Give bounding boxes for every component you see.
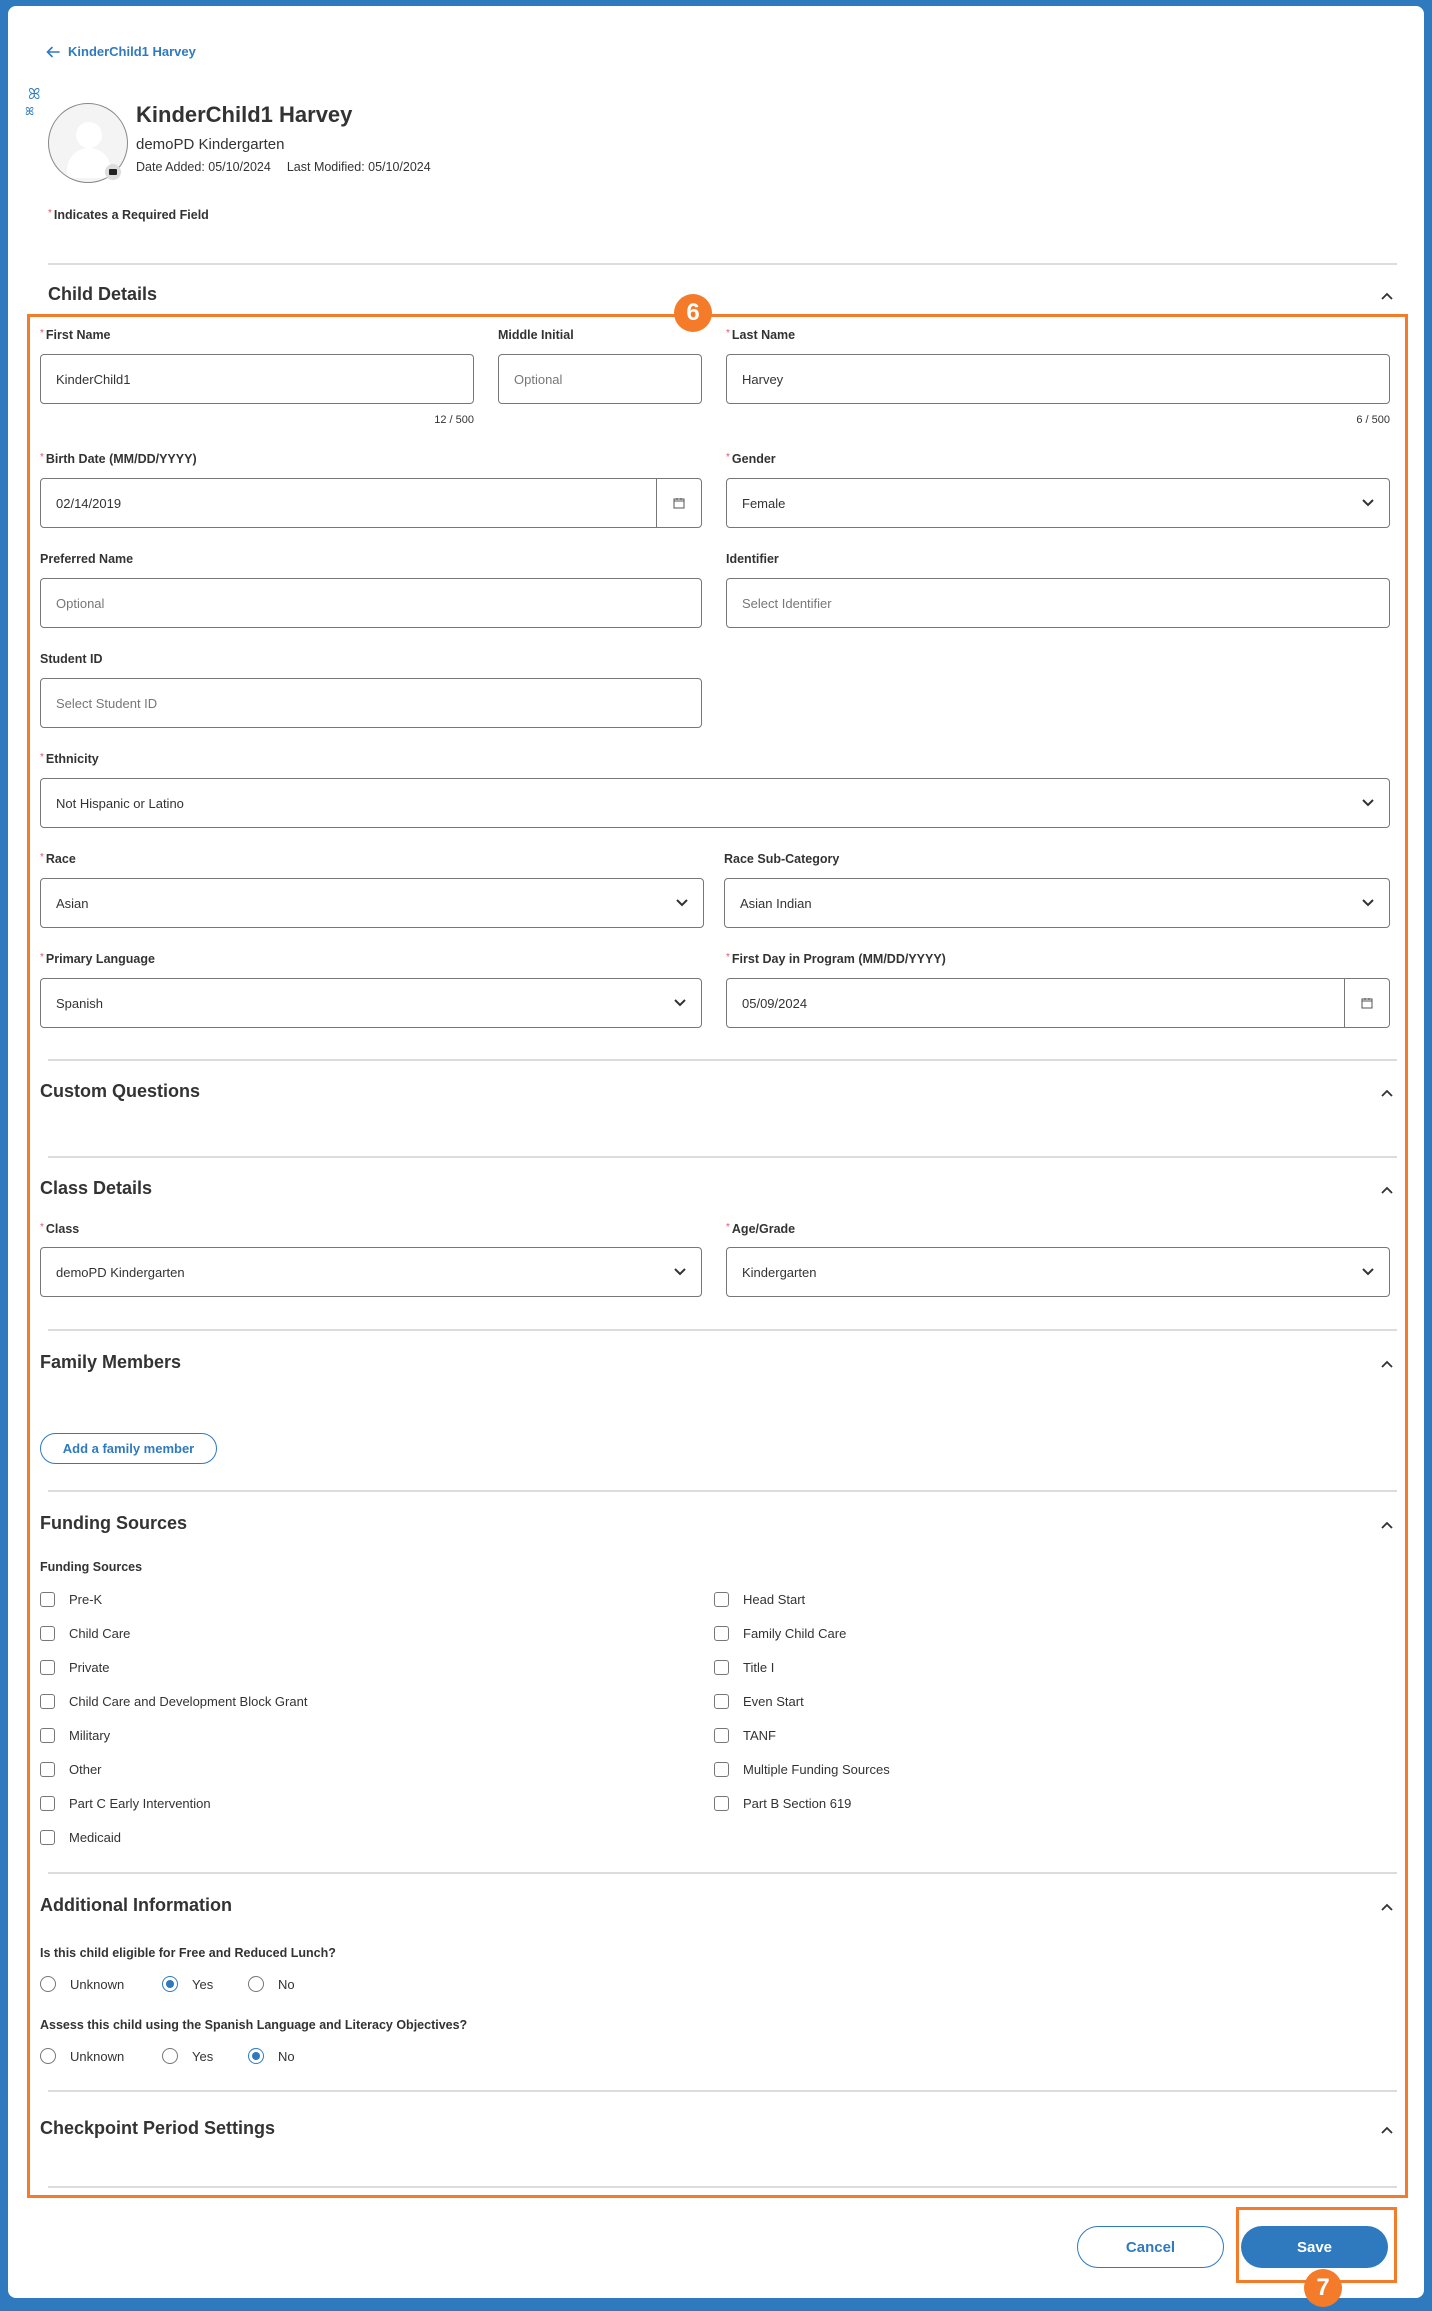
checkbox[interactable] — [714, 1762, 729, 1777]
checkbox[interactable] — [40, 1660, 55, 1675]
checkbox-private[interactable]: Private — [40, 1660, 109, 1675]
checkbox[interactable] — [40, 1626, 55, 1641]
child-class: demoPD Kindergarten — [136, 136, 285, 153]
annotation-badge-7: 7 — [1304, 2269, 1342, 2307]
checkbox[interactable] — [40, 1728, 55, 1743]
checkbox[interactable] — [714, 1728, 729, 1743]
spanish-radio-group — [40, 2048, 295, 2064]
last-name-counter: 6 / 500 — [1356, 414, 1390, 426]
radio-option-yes[interactable]: Yes — [162, 1976, 248, 1992]
radio-option-unknown[interactable]: Unknown — [40, 2048, 162, 2064]
back-link-label: KinderChild1 Harvey — [68, 44, 196, 59]
lunch-question-label: Is this child eligible for Free and Reduced Lunch? — [40, 1946, 336, 1960]
calendar-button[interactable] — [656, 479, 701, 527]
child-dates — [136, 160, 431, 174]
section-title-child-details: Child Details — [48, 284, 158, 304]
chevron-down-icon — [1361, 898, 1375, 908]
checkbox-part-c[interactable]: Part C Early Intervention — [40, 1796, 211, 1811]
birth-date-label: * Birth Date (MM/DD/YYYY) — [40, 452, 197, 466]
divider — [48, 263, 1397, 265]
lunch-radio-group — [40, 1976, 295, 1992]
butterfly-icon: ꕤ — [28, 86, 41, 103]
radio[interactable] — [40, 1976, 56, 1992]
radio-selected[interactable] — [248, 2048, 264, 2064]
checkbox-title-i[interactable]: Title I — [714, 1660, 774, 1675]
race-label: * Race — [40, 852, 76, 866]
checkbox[interactable] — [714, 1592, 729, 1607]
checkbox-family-child-care[interactable]: Family Child Care — [714, 1626, 846, 1641]
last-name-input[interactable]: Harvey — [726, 354, 1390, 404]
calendar-button[interactable] — [1344, 979, 1389, 1027]
radio-selected[interactable] — [162, 1976, 178, 1992]
age-grade-select[interactable]: Kindergarten — [726, 1247, 1390, 1297]
divider — [48, 2090, 1397, 2092]
chevron-down-icon — [673, 998, 687, 1008]
section-title-funding-sources: Funding Sources — [40, 1513, 188, 1533]
checkbox[interactable] — [40, 1830, 55, 1845]
middle-initial-input[interactable]: Optional — [498, 354, 702, 404]
checkbox-military[interactable]: Military — [40, 1728, 110, 1743]
chevron-up-icon[interactable] — [1380, 1359, 1394, 1369]
divider — [48, 1490, 1397, 1492]
save-button[interactable]: Save — [1241, 2226, 1388, 2268]
checkbox[interactable] — [40, 1694, 55, 1709]
primary-language-label: * Primary Language — [40, 952, 155, 966]
identifier-input[interactable]: Select Identifier — [726, 578, 1390, 628]
class-select[interactable]: demoPD Kindergarten — [40, 1247, 702, 1297]
middle-initial-label: Middle Initial — [498, 328, 574, 342]
checkbox-pre-k[interactable]: Pre-K — [40, 1592, 102, 1607]
divider — [48, 2186, 1397, 2188]
preferred-name-label: Preferred Name — [40, 552, 134, 566]
class-label: * Class — [40, 1222, 80, 1236]
divider — [48, 1329, 1397, 1331]
ethnicity-select[interactable]: Not Hispanic or Latino — [40, 778, 1390, 828]
section-title-class-details: Class Details — [40, 1178, 153, 1198]
checkbox-medicaid[interactable]: Medicaid — [40, 1830, 121, 1845]
checkbox-ccdbg[interactable]: Child Care and Development Block Grant — [40, 1694, 307, 1709]
divider — [48, 1872, 1397, 1874]
age-grade-label: * Age/Grade — [726, 1222, 796, 1236]
checkbox[interactable] — [40, 1796, 55, 1811]
checkbox-part-b[interactable]: Part B Section 619 — [714, 1796, 851, 1811]
checkbox-multiple-funding[interactable]: Multiple Funding Sources — [714, 1762, 890, 1777]
calendar-icon — [673, 497, 685, 509]
race-sub-select[interactable]: Asian Indian — [724, 878, 1390, 928]
birth-date-input[interactable]: 02/14/2019 — [40, 478, 702, 528]
chevron-up-icon[interactable] — [1380, 1902, 1394, 1912]
race-select[interactable]: Asian — [40, 878, 704, 928]
checkbox[interactable] — [714, 1694, 729, 1709]
primary-language-select[interactable]: Spanish — [40, 978, 702, 1028]
chevron-up-icon[interactable] — [1380, 2125, 1394, 2135]
identifier-label: Identifier — [726, 552, 779, 566]
radio[interactable] — [248, 1976, 264, 1992]
radio-option-no[interactable]: No — [248, 1976, 295, 1992]
chevron-up-icon[interactable] — [1380, 1520, 1394, 1530]
first-name-counter: 12 / 500 — [434, 414, 474, 426]
gender-select[interactable]: Female — [726, 478, 1390, 528]
chevron-up-icon[interactable] — [1380, 1088, 1394, 1098]
first-name-label: * First Name — [40, 328, 111, 342]
first-day-input[interactable]: 05/09/2024 — [726, 978, 1390, 1028]
checkbox[interactable] — [40, 1592, 55, 1607]
checkbox-child-care[interactable]: Child Care — [40, 1626, 130, 1641]
last-modified: Last Modified: 05/10/2024 — [286, 160, 431, 174]
camera-icon[interactable] — [105, 164, 121, 180]
calendar-icon — [1361, 997, 1373, 1009]
checkbox-even-start[interactable]: Even Start — [714, 1694, 804, 1709]
back-link[interactable] — [46, 44, 196, 59]
radio-option-no[interactable]: No — [248, 2048, 295, 2064]
radio[interactable] — [162, 2048, 178, 2064]
checkbox[interactable] — [714, 1660, 729, 1675]
divider — [48, 1059, 1397, 1061]
section-title-custom-questions: Custom Questions — [40, 1081, 201, 1101]
page-card — [8, 6, 1424, 2298]
add-family-member-button[interactable]: Add a family member — [40, 1433, 217, 1464]
checkbox[interactable] — [40, 1762, 55, 1777]
date-added: Date Added: 05/10/2024 — [136, 160, 271, 174]
chevron-down-icon — [1361, 1267, 1375, 1277]
checkbox-head-start[interactable]: Head Start — [714, 1592, 805, 1607]
chevron-down-icon — [673, 1267, 687, 1277]
radio-option-yes[interactable]: Yes — [162, 2048, 248, 2064]
required-field-note: * Indicates a Required Field — [48, 208, 209, 222]
preferred-name-input[interactable]: Optional — [40, 578, 702, 628]
chevron-up-icon[interactable] — [1380, 291, 1394, 301]
butterfly-icon: ꕤ — [25, 106, 35, 118]
student-id-label: Student ID — [40, 652, 103, 666]
chevron-down-icon — [1361, 798, 1375, 808]
funding-sources-group-label: Funding Sources — [40, 1560, 143, 1574]
first-day-label: * First Day in Program (MM/DD/YYYY) — [726, 952, 946, 966]
checkbox[interactable] — [714, 1796, 729, 1811]
arrow-left-icon — [46, 45, 60, 59]
gender-label: * Gender — [726, 452, 776, 466]
race-sub-label: Race Sub-Category — [724, 852, 840, 866]
checkbox-other[interactable]: Other — [40, 1762, 102, 1777]
first-name-input[interactable]: KinderChild1 — [40, 354, 474, 404]
cancel-button[interactable]: Cancel — [1077, 2226, 1224, 2268]
spanish-question-label: Assess this child using the Spanish Language and Literacy Objectives? — [40, 2018, 468, 2032]
last-name-label: * Last Name — [726, 328, 796, 342]
section-title-checkpoint: Checkpoint Period Settings — [40, 2118, 276, 2138]
ethnicity-label: * Ethnicity — [40, 752, 99, 766]
annotation-badge-6: 6 — [674, 294, 712, 332]
chevron-down-icon — [1361, 498, 1375, 508]
section-title-additional-info: Additional Information — [40, 1895, 232, 1915]
chevron-down-icon — [675, 898, 689, 908]
student-id-input[interactable]: Select Student ID — [40, 678, 702, 728]
child-name: KinderChild1 Harvey — [136, 102, 353, 127]
radio[interactable] — [40, 2048, 56, 2064]
radio-option-unknown[interactable]: Unknown — [40, 1976, 162, 1992]
divider — [48, 1156, 1397, 1158]
checkbox-tanf[interactable]: TANF — [714, 1728, 776, 1743]
section-title-family-members: Family Members — [40, 1352, 182, 1372]
checkbox[interactable] — [714, 1626, 729, 1641]
chevron-up-icon[interactable] — [1380, 1185, 1394, 1195]
